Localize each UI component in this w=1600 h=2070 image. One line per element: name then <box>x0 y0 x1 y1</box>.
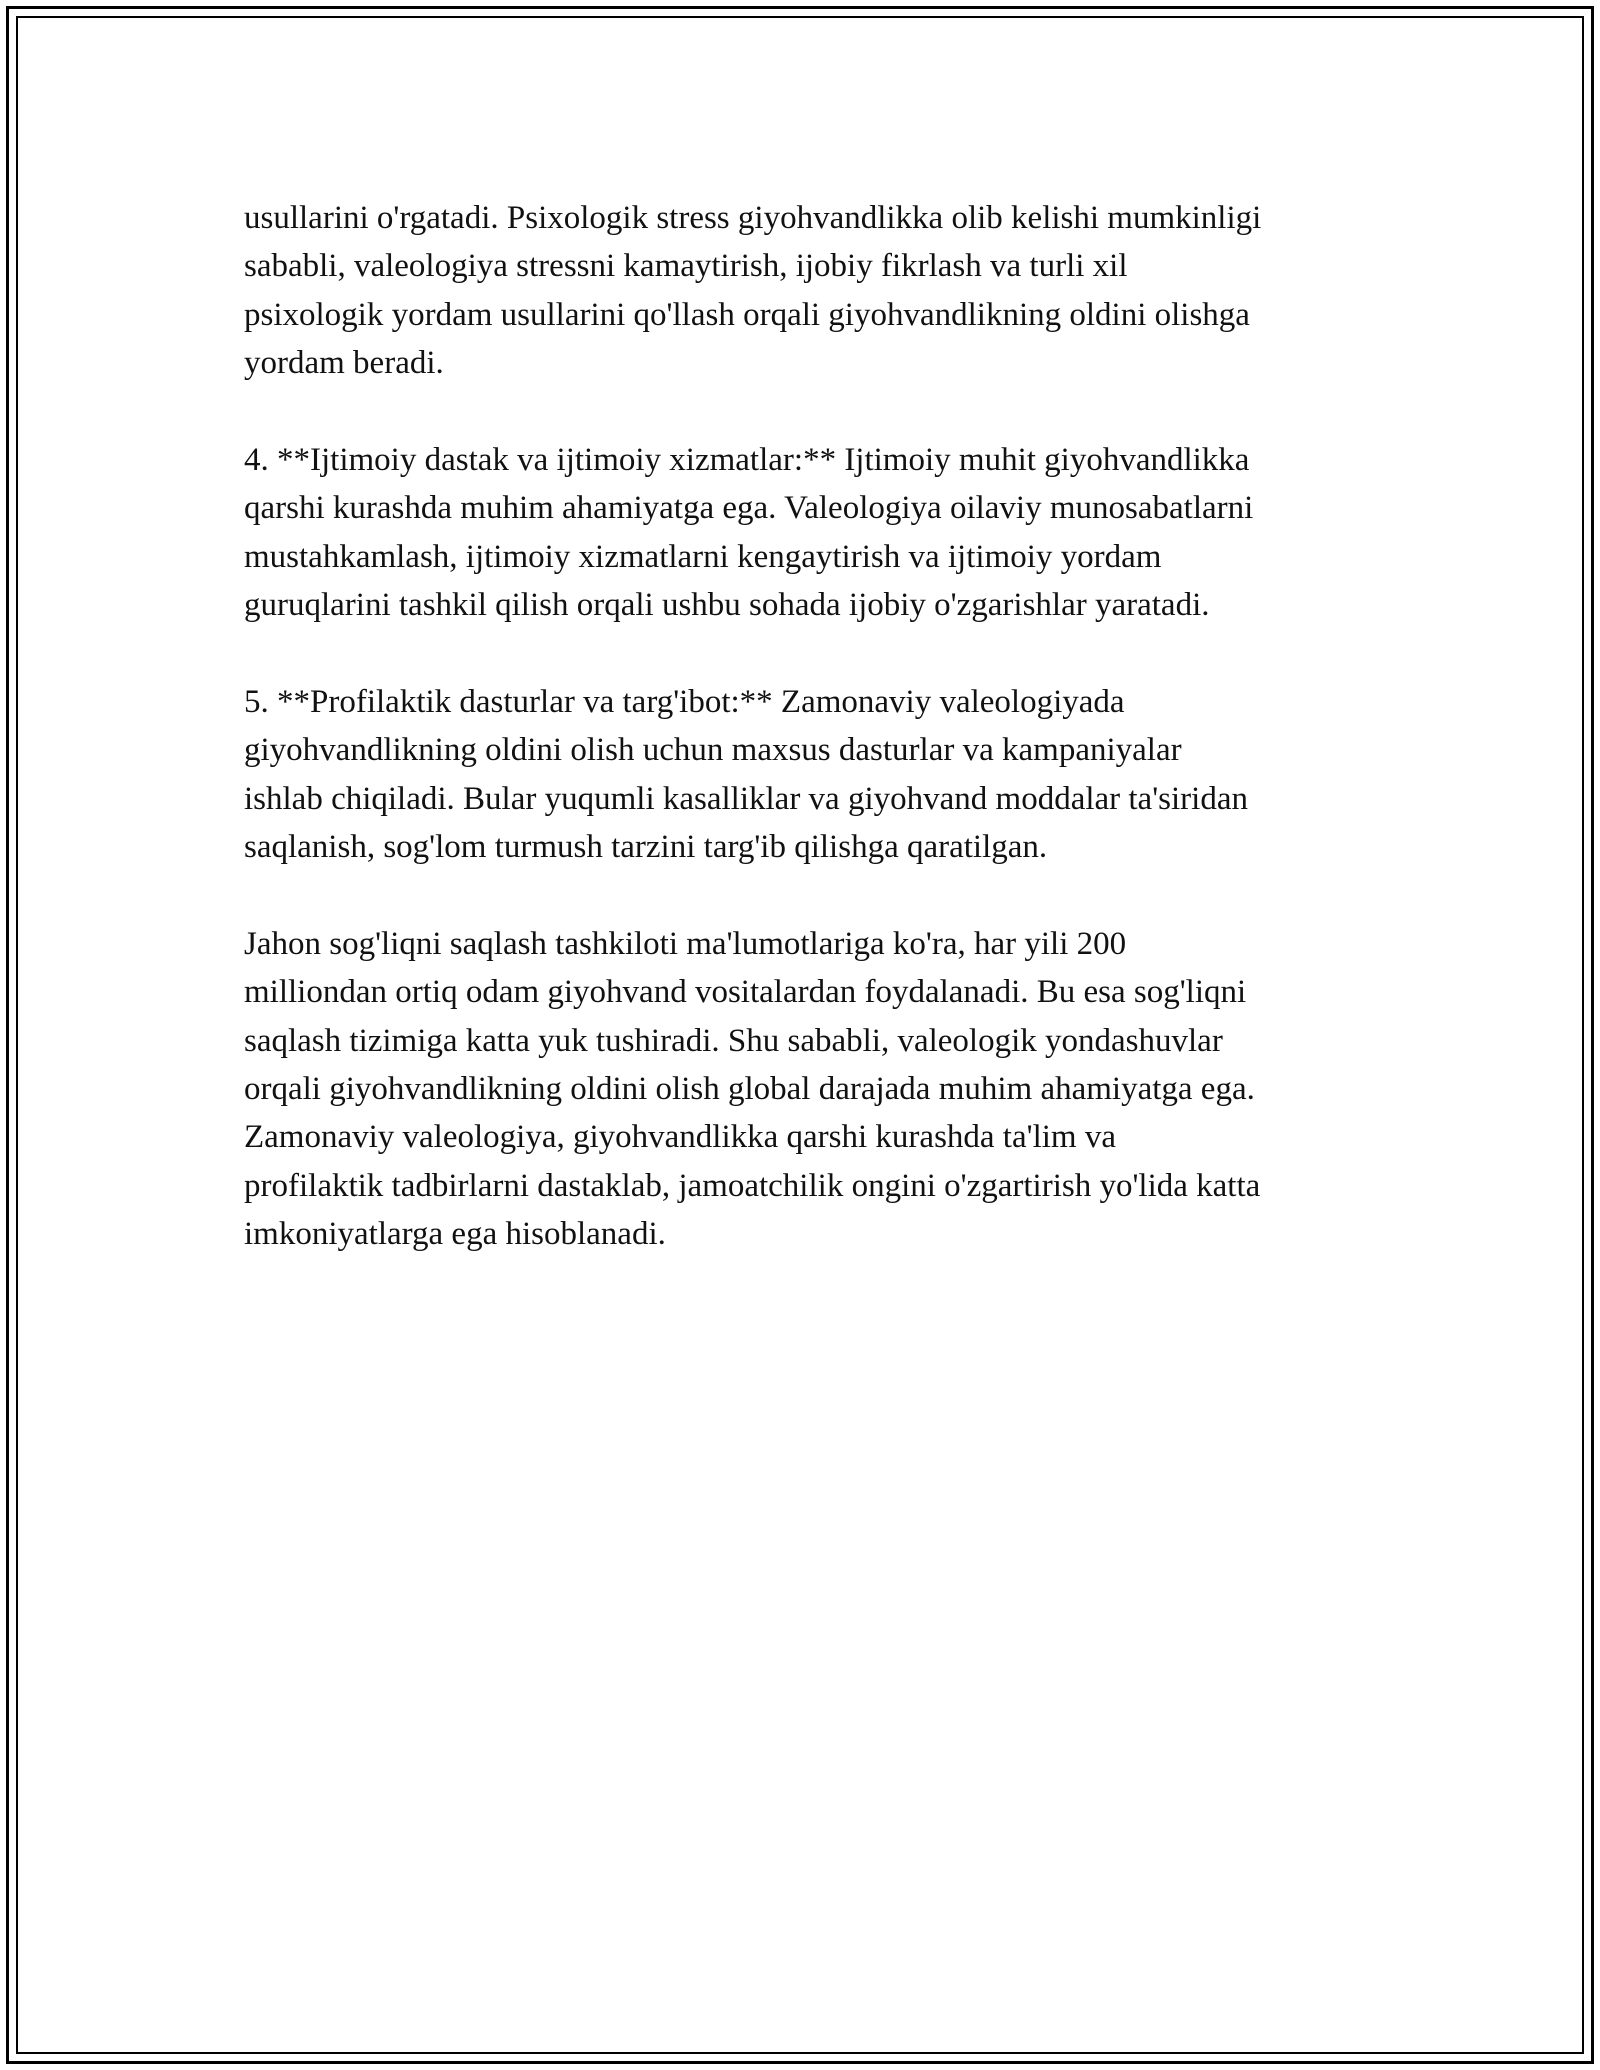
text-line: Jahon sog'liqni saqlash tashkiloti ma'lumotlariga ko'ra, har yili 200 <box>244 925 1127 962</box>
document-body <box>244 194 1404 1259</box>
paragraph-spacer <box>244 630 1404 678</box>
text-line: 4. **Ijtimoiy dastak va ijtimoiy xizmatlar:** Ijtimoiy muhit giyohvandlikka <box>244 441 1250 478</box>
text-line: milliondan ortiq odam giyohvand vositalardan foydalanadi. Bu esa sog'liqni <box>244 974 1247 1011</box>
paragraph-who-statistics <box>244 920 1404 1259</box>
text-line: imkoniyatlarga ega hisoblanadi. <box>244 1216 666 1253</box>
paragraph-item-4-social-support <box>244 436 1404 630</box>
text-line: yordam beradi. <box>244 345 444 382</box>
text-line: Zamonaviy valeologiya, giyohvandlikka qarshi kurashda ta'lim va <box>244 1119 1116 1156</box>
text-line: sababli, valeologiya stressni kamaytirish, ijobiy fikrlash va turli xil <box>244 248 1128 285</box>
paragraph-spacer <box>244 388 1404 436</box>
text-line: 5. **Profilaktik dasturlar va targ'ibot:** Zamonaviy valeologiyada <box>244 683 1125 720</box>
paragraph-psychological-support <box>244 194 1404 388</box>
text-line: orqali giyohvandlikning oldini olish global darajada muhim ahamiyatga ega. <box>244 1071 1255 1108</box>
text-line: psixologik yordam usullarini qo'llash orqali giyohvandlikning oldini olishga <box>244 296 1250 333</box>
page-border <box>6 6 1594 2064</box>
text-line: saqlash tizimiga katta yuk tushiradi. Shu sababli, valeologik yondashuvlar <box>244 1022 1223 1059</box>
text-line: giyohvandlikning oldini olish uchun maxsus dasturlar va kampaniyalar <box>244 732 1182 769</box>
text-line: guruqlarini tashkil qilish orqali ushbu sohada ijobiy o'zgarishlar yaratadi. <box>244 587 1210 624</box>
paragraph-item-5-prevention-programs <box>244 678 1404 872</box>
text-line: saqlanish, sog'lom turmush tarzini targ'ib qilishga qaratilgan. <box>244 829 1048 866</box>
text-line: qarshi kurashda muhim ahamiyatga ega. Valeologiya oilaviy munosabatlarni <box>244 490 1254 527</box>
text-line: profilaktik tadbirlarni dastaklab, jamoatchilik ongini o'zgartirish yo'lida katta <box>244 1167 1261 1204</box>
paragraph-spacer <box>244 871 1404 919</box>
text-line: usullarini o'rgatadi. Psixologik stress giyohvandlikka olib kelishi mumkinligi <box>244 200 1262 236</box>
text-line: ishlab chiqiladi. Bular yuqumli kasalliklar va giyohvand moddalar ta'siridan <box>244 780 1248 817</box>
text-line: mustahkamlash, ijtimoiy xizmatlarni kengaytirish va ijtimoiy yordam <box>244 538 1162 575</box>
